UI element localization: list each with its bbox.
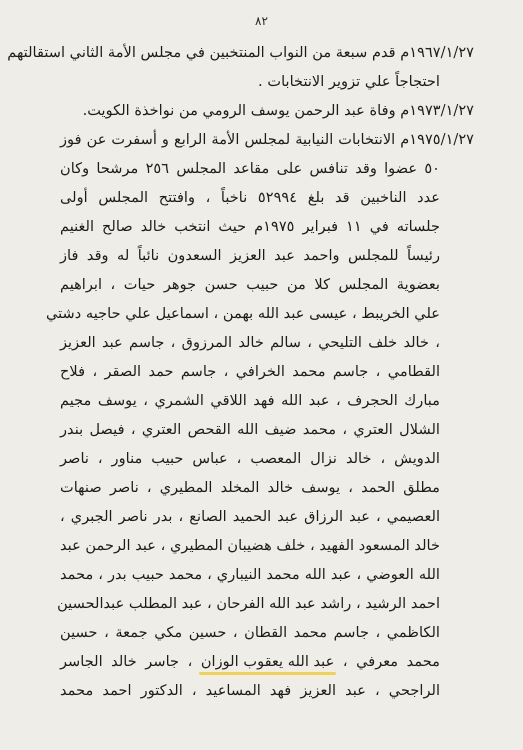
text-line: الله العوضي ، عبد الله محمد النيباري ، محمد حبيب بدر ، محمد [60, 566, 440, 583]
text-line: ، خالد خلف التليحي ، سالم خالد المرزوق ، جاسم عبد العزيز [60, 334, 440, 351]
text-segment: ، جاسر خالد الجاسر [60, 653, 201, 670]
text-line: علي الخريبط ، عيسى عبد الله بهمن ، اسماعيل علي حاجيه دشتي [45, 305, 440, 322]
highlighted-name: عبد الله يعقوب الوزان [201, 647, 334, 676]
text-line: ١٩٧٥/١/٢٧م الانتخابات النيابية لمجلس الأمة الرابع و أسفرت عن فوز [60, 131, 474, 148]
text-line: خالد المسعود الفهيد ، خلف هضيبان المطيري ، عبد الرحمن عبد [60, 537, 440, 554]
text-line: الدويش ، خالد نزال المعصب ، عباس حبيب مناور ، ناصر [60, 450, 440, 467]
text-line: الشلال العتري ، محمد ضيف الله القحص العتري ، فيصل بندر [60, 421, 440, 438]
text-line: العصيمي ، عبد الرزاق عبد الحميد الصانع ، بدر ناصر الجبري ، [60, 508, 440, 525]
text-line: احمد الرشيد ، راشد عبد الله الفرحان ، عبد المطلب عبدالحسين [57, 595, 440, 612]
text-line: القطامي ، جاسم محمد الخرافي ، جاسم حمد الصقر ، فلاح [60, 363, 440, 380]
body-text [7, 38, 474, 705]
text-line: ١٩٧٣/١/٢٧م وفاة عبد الرحمن يوسف الرومي من نواخذة الكويت. [82, 102, 474, 119]
page-number: ٨٢ [255, 14, 268, 28]
text-line: رئيساً للمجلس واحمد عبد العزيز السعدون نائباً له وقد فاز [60, 247, 440, 264]
text-line: احتجاجاً علي تزوير الانتخابات . [258, 73, 440, 90]
text-line: ٥٠ عضوا وقد تنافس على مقاعد المجلس ٢٥٦ مرشحا وكان [60, 160, 440, 177]
text-line: مطلق الحمد ، يوسف خالد المخلد المطيري ، ناصر صنهات [60, 479, 440, 496]
text-line: مبارك الحجرف ، عبد الله فهد اللاقي الشمري ، يوسف مجيم [60, 392, 440, 409]
text-line: ١٩٦٧/١/٢٧م قدم سبعة من النواب المنتخبين في مجلس الأمة الثاني استقالتهم [7, 44, 474, 61]
text-segment: محمد معرفي ، [334, 653, 440, 670]
highlighted-text-line [60, 647, 474, 676]
text-line: الراجحي ، عبد العزيز فهد المساعيد ، الدكتور احمد محمد [60, 682, 440, 699]
text-line: بعضوية المجلس كلا من حبيب حسن جوهر حيات ، ابراهيم [60, 276, 440, 293]
text-line: عدد الناخبين قد بلغ ٥٢٩٩٤ ناخباً ، وافتتح المجلس أولى [60, 189, 440, 206]
text-line: الكاظمي ، جاسم محمد القطان ، حسين مكي جمعة ، حسين [60, 624, 440, 641]
text-line: جلساته في ١١ فبراير ١٩٧٥م حيث انتخب خالد صالح الغنيم [60, 218, 440, 235]
